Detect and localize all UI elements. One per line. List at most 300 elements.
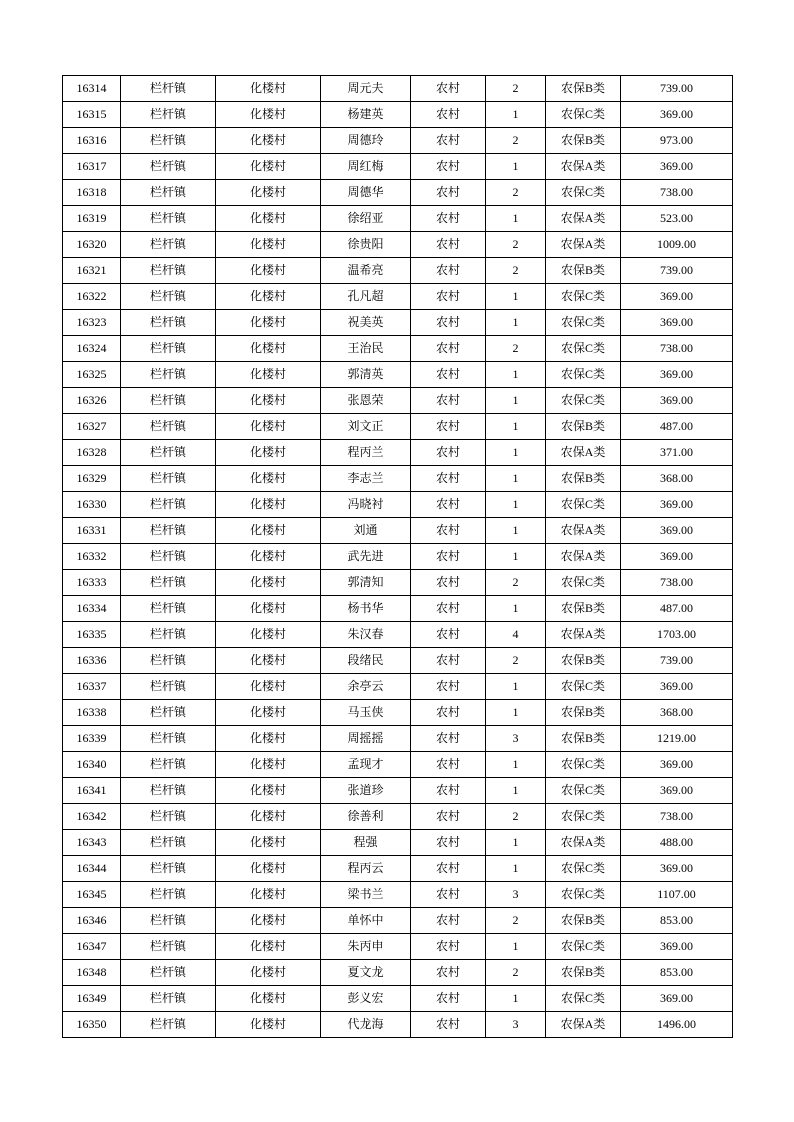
- cell-id: 16317: [63, 154, 121, 180]
- table-row: [63, 960, 733, 986]
- table-row: [63, 726, 733, 752]
- table-row: [63, 882, 733, 908]
- cell-town: 栏杆镇: [121, 518, 216, 544]
- cell-type: 农村: [411, 570, 486, 596]
- cell-type: 农村: [411, 1012, 486, 1038]
- cell-name: 单怀中: [321, 908, 411, 934]
- cell-id: 16347: [63, 934, 121, 960]
- cell-id: 16325: [63, 362, 121, 388]
- cell-town: 栏杆镇: [121, 934, 216, 960]
- cell-id: 16349: [63, 986, 121, 1012]
- cell-type: 农村: [411, 518, 486, 544]
- table-row: [63, 986, 733, 1012]
- cell-village: 化楼村: [216, 622, 321, 648]
- cell-village: 化楼村: [216, 908, 321, 934]
- table-row: [63, 336, 733, 362]
- cell-type: 农村: [411, 180, 486, 206]
- table-row: [63, 102, 733, 128]
- cell-amount: 739.00: [621, 76, 733, 102]
- cell-id: 16326: [63, 388, 121, 414]
- cell-village: 化楼村: [216, 570, 321, 596]
- cell-name: 李志兰: [321, 466, 411, 492]
- cell-type: 农村: [411, 310, 486, 336]
- cell-count: 1: [486, 934, 546, 960]
- table-row: [63, 466, 733, 492]
- cell-count: 1: [486, 388, 546, 414]
- cell-town: 栏杆镇: [121, 414, 216, 440]
- cell-town: 栏杆镇: [121, 76, 216, 102]
- cell-type: 农村: [411, 362, 486, 388]
- cell-id: 16322: [63, 284, 121, 310]
- cell-category: 农保B类: [546, 466, 621, 492]
- cell-town: 栏杆镇: [121, 752, 216, 778]
- cell-name: 王治民: [321, 336, 411, 362]
- cell-name: 徐善利: [321, 804, 411, 830]
- table-body: [63, 76, 733, 1038]
- cell-town: 栏杆镇: [121, 830, 216, 856]
- cell-category: 农保B类: [546, 700, 621, 726]
- cell-count: 1: [486, 778, 546, 804]
- cell-amount: 1219.00: [621, 726, 733, 752]
- cell-village: 化楼村: [216, 882, 321, 908]
- cell-name: 梁书兰: [321, 882, 411, 908]
- table-row: [63, 258, 733, 284]
- cell-count: 2: [486, 908, 546, 934]
- cell-town: 栏杆镇: [121, 232, 216, 258]
- cell-type: 农村: [411, 102, 486, 128]
- cell-name: 冯晓衬: [321, 492, 411, 518]
- cell-id: 16340: [63, 752, 121, 778]
- cell-type: 农村: [411, 830, 486, 856]
- cell-amount: 369.00: [621, 856, 733, 882]
- cell-id: 16333: [63, 570, 121, 596]
- cell-type: 农村: [411, 76, 486, 102]
- cell-name: 彭义宏: [321, 986, 411, 1012]
- cell-name: 朱丙申: [321, 934, 411, 960]
- cell-category: 农保C类: [546, 882, 621, 908]
- cell-count: 1: [486, 492, 546, 518]
- cell-id: 16331: [63, 518, 121, 544]
- cell-id: 16346: [63, 908, 121, 934]
- table-row: [63, 700, 733, 726]
- cell-town: 栏杆镇: [121, 310, 216, 336]
- cell-category: 农保A类: [546, 154, 621, 180]
- cell-village: 化楼村: [216, 206, 321, 232]
- cell-count: 2: [486, 180, 546, 206]
- cell-amount: 369.00: [621, 492, 733, 518]
- cell-town: 栏杆镇: [121, 388, 216, 414]
- cell-category: 农保C类: [546, 934, 621, 960]
- cell-town: 栏杆镇: [121, 596, 216, 622]
- cell-village: 化楼村: [216, 596, 321, 622]
- cell-id: 16323: [63, 310, 121, 336]
- cell-category: 农保A类: [546, 206, 621, 232]
- cell-village: 化楼村: [216, 700, 321, 726]
- cell-name: 张恩荣: [321, 388, 411, 414]
- cell-name: 程丙兰: [321, 440, 411, 466]
- cell-category: 农保A类: [546, 622, 621, 648]
- cell-name: 余亭云: [321, 674, 411, 700]
- cell-category: 农保A类: [546, 544, 621, 570]
- cell-type: 农村: [411, 336, 486, 362]
- cell-name: 徐贵阳: [321, 232, 411, 258]
- cell-count: 1: [486, 674, 546, 700]
- cell-count: 2: [486, 258, 546, 284]
- cell-type: 农村: [411, 622, 486, 648]
- cell-id: 16342: [63, 804, 121, 830]
- cell-count: 4: [486, 622, 546, 648]
- cell-amount: 369.00: [621, 934, 733, 960]
- cell-village: 化楼村: [216, 518, 321, 544]
- table-row: [63, 622, 733, 648]
- cell-count: 1: [486, 206, 546, 232]
- cell-id: 16320: [63, 232, 121, 258]
- table-row: [63, 388, 733, 414]
- cell-amount: 369.00: [621, 544, 733, 570]
- cell-type: 农村: [411, 466, 486, 492]
- cell-village: 化楼村: [216, 830, 321, 856]
- cell-count: 1: [486, 544, 546, 570]
- table-row: [63, 362, 733, 388]
- cell-count: 2: [486, 76, 546, 102]
- cell-type: 农村: [411, 232, 486, 258]
- cell-category: 农保B类: [546, 726, 621, 752]
- cell-name: 周元夫: [321, 76, 411, 102]
- cell-village: 化楼村: [216, 492, 321, 518]
- cell-type: 农村: [411, 128, 486, 154]
- cell-category: 农保B类: [546, 596, 621, 622]
- cell-village: 化楼村: [216, 258, 321, 284]
- cell-village: 化楼村: [216, 856, 321, 882]
- cell-type: 农村: [411, 440, 486, 466]
- cell-name: 周德玲: [321, 128, 411, 154]
- cell-count: 1: [486, 466, 546, 492]
- cell-id: 16324: [63, 336, 121, 362]
- cell-count: 1: [486, 830, 546, 856]
- cell-town: 栏杆镇: [121, 804, 216, 830]
- cell-count: 1: [486, 700, 546, 726]
- cell-count: 1: [486, 856, 546, 882]
- cell-amount: 371.00: [621, 440, 733, 466]
- cell-category: 农保C类: [546, 310, 621, 336]
- cell-count: 1: [486, 310, 546, 336]
- cell-type: 农村: [411, 856, 486, 882]
- table-row: [63, 206, 733, 232]
- cell-town: 栏杆镇: [121, 466, 216, 492]
- cell-count: 2: [486, 570, 546, 596]
- cell-village: 化楼村: [216, 154, 321, 180]
- table-row: [63, 440, 733, 466]
- cell-amount: 369.00: [621, 986, 733, 1012]
- table-row: [63, 856, 733, 882]
- cell-amount: 369.00: [621, 362, 733, 388]
- cell-count: 2: [486, 336, 546, 362]
- cell-town: 栏杆镇: [121, 102, 216, 128]
- cell-type: 农村: [411, 726, 486, 752]
- cell-category: 农保C类: [546, 674, 621, 700]
- table-row: [63, 674, 733, 700]
- cell-village: 化楼村: [216, 102, 321, 128]
- cell-name: 温希亮: [321, 258, 411, 284]
- cell-type: 农村: [411, 674, 486, 700]
- cell-village: 化楼村: [216, 362, 321, 388]
- cell-town: 栏杆镇: [121, 674, 216, 700]
- cell-id: 16348: [63, 960, 121, 986]
- cell-category: 农保B类: [546, 960, 621, 986]
- cell-amount: 369.00: [621, 752, 733, 778]
- cell-id: 16334: [63, 596, 121, 622]
- table-row: [63, 778, 733, 804]
- table-row: [63, 414, 733, 440]
- cell-category: 农保B类: [546, 648, 621, 674]
- cell-category: 农保C类: [546, 778, 621, 804]
- cell-name: 代龙海: [321, 1012, 411, 1038]
- cell-village: 化楼村: [216, 284, 321, 310]
- cell-town: 栏杆镇: [121, 986, 216, 1012]
- cell-category: 农保C类: [546, 362, 621, 388]
- cell-amount: 369.00: [621, 388, 733, 414]
- cell-category: 农保C类: [546, 492, 621, 518]
- cell-category: 农保B类: [546, 76, 621, 102]
- cell-type: 农村: [411, 882, 486, 908]
- cell-name: 郭清知: [321, 570, 411, 596]
- cell-town: 栏杆镇: [121, 856, 216, 882]
- cell-town: 栏杆镇: [121, 492, 216, 518]
- data-table: [62, 75, 733, 1038]
- cell-village: 化楼村: [216, 752, 321, 778]
- cell-name: 周摇摇: [321, 726, 411, 752]
- cell-count: 1: [486, 154, 546, 180]
- cell-amount: 739.00: [621, 258, 733, 284]
- cell-count: 2: [486, 960, 546, 986]
- table-row: [63, 804, 733, 830]
- cell-town: 栏杆镇: [121, 284, 216, 310]
- cell-amount: 369.00: [621, 778, 733, 804]
- cell-town: 栏杆镇: [121, 960, 216, 986]
- cell-village: 化楼村: [216, 986, 321, 1012]
- cell-name: 张道珍: [321, 778, 411, 804]
- cell-type: 农村: [411, 908, 486, 934]
- cell-id: 16329: [63, 466, 121, 492]
- cell-id: 16314: [63, 76, 121, 102]
- cell-town: 栏杆镇: [121, 258, 216, 284]
- cell-amount: 369.00: [621, 154, 733, 180]
- cell-type: 农村: [411, 544, 486, 570]
- table-row: [63, 934, 733, 960]
- cell-town: 栏杆镇: [121, 908, 216, 934]
- cell-count: 1: [486, 414, 546, 440]
- cell-category: 农保C类: [546, 570, 621, 596]
- cell-type: 农村: [411, 934, 486, 960]
- cell-type: 农村: [411, 258, 486, 284]
- cell-count: 3: [486, 1012, 546, 1038]
- cell-village: 化楼村: [216, 414, 321, 440]
- cell-id: 16339: [63, 726, 121, 752]
- table-row: [63, 310, 733, 336]
- table-row: [63, 128, 733, 154]
- cell-name: 周德华: [321, 180, 411, 206]
- cell-id: 16315: [63, 102, 121, 128]
- cell-name: 孟现才: [321, 752, 411, 778]
- cell-town: 栏杆镇: [121, 154, 216, 180]
- cell-name: 程丙云: [321, 856, 411, 882]
- cell-count: 1: [486, 362, 546, 388]
- cell-category: 农保C类: [546, 102, 621, 128]
- cell-type: 农村: [411, 492, 486, 518]
- cell-id: 16328: [63, 440, 121, 466]
- cell-type: 农村: [411, 778, 486, 804]
- cell-name: 程强: [321, 830, 411, 856]
- cell-type: 农村: [411, 414, 486, 440]
- cell-village: 化楼村: [216, 934, 321, 960]
- cell-village: 化楼村: [216, 440, 321, 466]
- cell-count: 2: [486, 128, 546, 154]
- cell-village: 化楼村: [216, 310, 321, 336]
- cell-category: 农保A类: [546, 440, 621, 466]
- cell-amount: 369.00: [621, 284, 733, 310]
- cell-count: 3: [486, 726, 546, 752]
- cell-amount: 487.00: [621, 414, 733, 440]
- cell-category: 农保C类: [546, 388, 621, 414]
- cell-type: 农村: [411, 960, 486, 986]
- cell-id: 16345: [63, 882, 121, 908]
- cell-amount: 369.00: [621, 102, 733, 128]
- cell-village: 化楼村: [216, 336, 321, 362]
- table-row: [63, 908, 733, 934]
- cell-category: 农保C类: [546, 856, 621, 882]
- cell-village: 化楼村: [216, 388, 321, 414]
- cell-town: 栏杆镇: [121, 440, 216, 466]
- cell-id: 16338: [63, 700, 121, 726]
- cell-town: 栏杆镇: [121, 128, 216, 154]
- cell-id: 16335: [63, 622, 121, 648]
- cell-id: 16337: [63, 674, 121, 700]
- cell-category: 农保C类: [546, 752, 621, 778]
- table-row: [63, 492, 733, 518]
- cell-count: 1: [486, 596, 546, 622]
- cell-village: 化楼村: [216, 674, 321, 700]
- cell-name: 徐绍亚: [321, 206, 411, 232]
- cell-amount: 523.00: [621, 206, 733, 232]
- cell-category: 农保A类: [546, 1012, 621, 1038]
- cell-count: 2: [486, 232, 546, 258]
- cell-count: 1: [486, 986, 546, 1012]
- cell-amount: 738.00: [621, 180, 733, 206]
- cell-amount: 739.00: [621, 648, 733, 674]
- cell-amount: 738.00: [621, 570, 733, 596]
- cell-town: 栏杆镇: [121, 206, 216, 232]
- table-row: [63, 76, 733, 102]
- cell-village: 化楼村: [216, 648, 321, 674]
- table-row: [63, 284, 733, 310]
- cell-village: 化楼村: [216, 76, 321, 102]
- cell-name: 刘通: [321, 518, 411, 544]
- cell-village: 化楼村: [216, 960, 321, 986]
- cell-town: 栏杆镇: [121, 700, 216, 726]
- cell-category: 农保B类: [546, 128, 621, 154]
- cell-id: 16344: [63, 856, 121, 882]
- cell-amount: 488.00: [621, 830, 733, 856]
- cell-amount: 738.00: [621, 336, 733, 362]
- cell-town: 栏杆镇: [121, 882, 216, 908]
- cell-amount: 738.00: [621, 804, 733, 830]
- table-row: [63, 752, 733, 778]
- cell-type: 农村: [411, 986, 486, 1012]
- cell-count: 1: [486, 752, 546, 778]
- cell-name: 孔凡超: [321, 284, 411, 310]
- cell-name: 武先进: [321, 544, 411, 570]
- cell-name: 郭清英: [321, 362, 411, 388]
- cell-type: 农村: [411, 804, 486, 830]
- cell-amount: 487.00: [621, 596, 733, 622]
- cell-name: 杨书华: [321, 596, 411, 622]
- cell-town: 栏杆镇: [121, 544, 216, 570]
- table-container: [62, 75, 733, 1038]
- table-row: [63, 544, 733, 570]
- cell-town: 栏杆镇: [121, 336, 216, 362]
- cell-id: 16321: [63, 258, 121, 284]
- cell-amount: 368.00: [621, 466, 733, 492]
- table-row: [63, 596, 733, 622]
- cell-category: 农保B类: [546, 414, 621, 440]
- cell-id: 16341: [63, 778, 121, 804]
- cell-name: 夏文龙: [321, 960, 411, 986]
- cell-id: 16336: [63, 648, 121, 674]
- table-row: [63, 518, 733, 544]
- cell-amount: 369.00: [621, 518, 733, 544]
- cell-category: 农保C类: [546, 986, 621, 1012]
- cell-count: 3: [486, 882, 546, 908]
- cell-village: 化楼村: [216, 180, 321, 206]
- cell-category: 农保A类: [546, 518, 621, 544]
- cell-village: 化楼村: [216, 726, 321, 752]
- cell-id: 16343: [63, 830, 121, 856]
- cell-town: 栏杆镇: [121, 180, 216, 206]
- cell-amount: 368.00: [621, 700, 733, 726]
- cell-amount: 1009.00: [621, 232, 733, 258]
- cell-id: 16350: [63, 1012, 121, 1038]
- table-row: [63, 570, 733, 596]
- cell-type: 农村: [411, 596, 486, 622]
- cell-amount: 1107.00: [621, 882, 733, 908]
- cell-name: 段绪民: [321, 648, 411, 674]
- cell-type: 农村: [411, 388, 486, 414]
- cell-type: 农村: [411, 648, 486, 674]
- cell-amount: 369.00: [621, 674, 733, 700]
- cell-village: 化楼村: [216, 232, 321, 258]
- table-row: [63, 180, 733, 206]
- cell-type: 农村: [411, 700, 486, 726]
- cell-count: 1: [486, 284, 546, 310]
- cell-town: 栏杆镇: [121, 726, 216, 752]
- cell-village: 化楼村: [216, 128, 321, 154]
- cell-id: 16330: [63, 492, 121, 518]
- cell-id: 16327: [63, 414, 121, 440]
- table-row: [63, 232, 733, 258]
- cell-id: 16318: [63, 180, 121, 206]
- cell-type: 农村: [411, 206, 486, 232]
- cell-amount: 1703.00: [621, 622, 733, 648]
- cell-name: 朱汉春: [321, 622, 411, 648]
- cell-name: 马玉侠: [321, 700, 411, 726]
- cell-id: 16332: [63, 544, 121, 570]
- cell-id: 16319: [63, 206, 121, 232]
- cell-village: 化楼村: [216, 778, 321, 804]
- cell-town: 栏杆镇: [121, 648, 216, 674]
- cell-amount: 853.00: [621, 908, 733, 934]
- table-row: [63, 830, 733, 856]
- cell-count: 2: [486, 648, 546, 674]
